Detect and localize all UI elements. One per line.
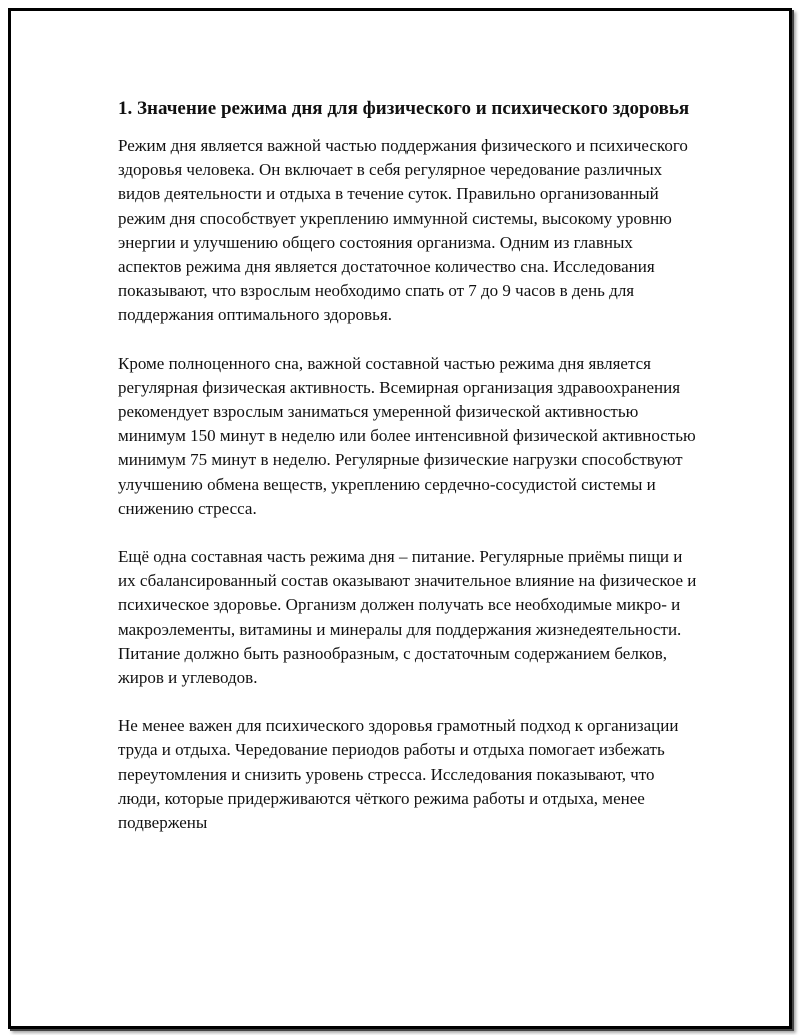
document-body (118, 94, 698, 835)
section-heading: 1. Значение режима дня для физического и психического здоровья (118, 98, 690, 119)
paragraph-physical-activity: Кроме полноценного сна, важной составной частью режима дня является регулярная физическая активность. Всемирная организация здравоохранения рекомендует взрослым заниматься умеренной физической активностью минимум 150 минут в неделю или более интенсивной физической активностью минимум 75 минут в неделю. Регулярные физические нагрузки способствуют улучшению обмена веществ, укреплению сердечно-сосудистой системы и снижению стресса. (118, 353, 696, 518)
paragraph-nutrition: Ещё одна составная часть режима дня – питание. Регулярные приёмы пищи и их сбалансированный состав оказывают значительное влияние на физическое и психическое здоровье. Организм должен получать все необходимые микро- и макроэлементы, витамины и минералы для поддержания жизнедеятельности. Питание должно быть разнообразным, с достаточным содержанием белков, жиров и углеводов. (118, 547, 697, 688)
paragraph-work-rest: Не менее важен для психического здоровья грамотный подход к организации труда и отдыха. Чередование периодов работы и отдыха помогает избежать переутомления и снизить уровень стресса. Исследования показывают, что люди, которые придерживаются чёткого режима работы и отдыха, менее подвержены (118, 716, 679, 833)
paragraph-sleep: Режим дня является важной частью поддержания физического и психического здоровья человека. Он включает в себя регулярное чередование различных видов деятельности и отдыха в течение суток. Правильно организованный режим дня способствует укреплению иммунной системы, высокому уровню энергии и улучшению общего состояния организма. Одним из главных аспектов режима дня является достаточное количество сна. Исследования показывают, что взрослым необходимо спать от 7 до 9 часов в день для поддержания оптимального здоровья. (118, 136, 688, 325)
